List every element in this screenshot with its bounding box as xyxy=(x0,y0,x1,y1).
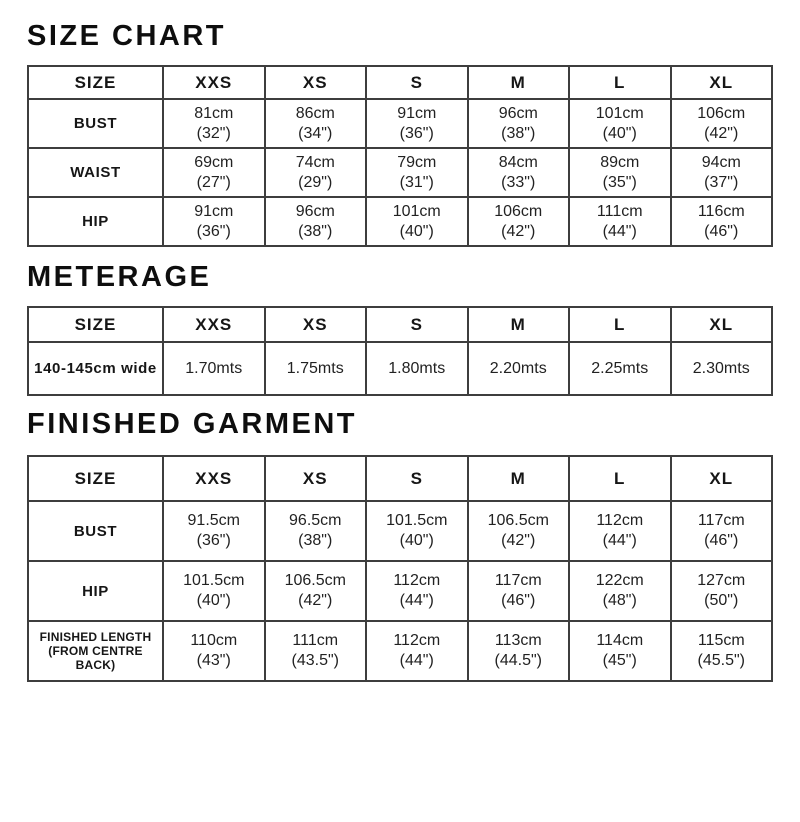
table-cell-line: (38") xyxy=(501,124,536,142)
table-cell-line: 94cm xyxy=(701,153,741,171)
table-cell-line: (44") xyxy=(399,652,434,669)
table-cell-line: (40") xyxy=(196,592,231,609)
table-cell-line: 1.70mts xyxy=(185,359,243,377)
header-row xyxy=(28,456,772,501)
table-cell-line: 111cm xyxy=(596,202,643,220)
table-cell-line: (44") xyxy=(602,532,637,549)
table-cell-line: 117cm xyxy=(494,572,542,589)
table-cell-line: 96.5cm xyxy=(289,512,342,529)
row-label xyxy=(28,197,163,246)
size-chart-title: SIZE CHART xyxy=(27,20,226,52)
finished-garment-title: FINISHED GARMENT xyxy=(27,408,357,440)
table-cell xyxy=(468,148,570,197)
table-cell-line: 2.30mts xyxy=(692,359,750,377)
column-header-m: M xyxy=(468,66,570,99)
table-row xyxy=(28,197,772,246)
table-cell-line: (46") xyxy=(704,532,739,549)
table-cell-line: (40") xyxy=(399,222,434,240)
table-cell-line: 86cm xyxy=(295,104,335,122)
column-header-xl: XL xyxy=(671,66,773,99)
table-row xyxy=(28,501,772,561)
table-cell-line: 114cm xyxy=(596,632,644,649)
table-cell xyxy=(366,148,468,197)
table-cell xyxy=(468,621,570,681)
table-cell xyxy=(569,99,671,148)
table-cell xyxy=(366,501,468,561)
table-cell xyxy=(163,561,265,621)
table-row xyxy=(28,148,772,197)
header-row xyxy=(28,66,772,99)
table-cell-line: (34") xyxy=(298,124,333,142)
row-label-line: WAIST xyxy=(70,164,121,181)
table-cell-line: 112cm xyxy=(596,512,644,529)
table-cell-line: 106.5cm xyxy=(284,572,346,589)
table-cell-line: (29") xyxy=(298,173,333,191)
table-cell-line: 84cm xyxy=(498,153,538,171)
table-cell-line: 1.75mts xyxy=(286,359,344,377)
column-header-xs: XS xyxy=(265,307,367,342)
table-cell-line: (44.5") xyxy=(494,652,542,669)
meterage-section xyxy=(27,263,773,396)
table-cell-line: 74cm xyxy=(295,153,335,171)
table-cell xyxy=(265,148,367,197)
table-cell xyxy=(671,342,773,395)
table-cell-line: (33") xyxy=(501,173,536,191)
table-cell xyxy=(569,197,671,246)
row-label-line: FINISHED LENGTH xyxy=(39,630,152,644)
table-cell xyxy=(265,621,367,681)
finished-garment-table xyxy=(27,455,773,682)
column-header-size: SIZE xyxy=(28,456,163,501)
table-cell xyxy=(468,99,570,148)
table-cell xyxy=(671,621,773,681)
table-cell-line: 122cm xyxy=(595,572,644,589)
table-cell-line: (38") xyxy=(298,532,333,549)
table-cell-line: 115cm xyxy=(697,632,745,649)
table-cell xyxy=(671,148,773,197)
table-cell xyxy=(163,197,265,246)
table-cell-line: 69cm xyxy=(194,153,234,171)
column-header-xs: XS xyxy=(265,66,367,99)
column-header-s: S xyxy=(366,66,468,99)
table-cell-line: 112cm xyxy=(393,572,441,589)
table-cell xyxy=(468,197,570,246)
table-cell-line: (46") xyxy=(704,222,739,240)
table-cell xyxy=(671,197,773,246)
table-cell xyxy=(569,621,671,681)
table-cell-line: (38") xyxy=(298,222,333,240)
table-cell-line: (40") xyxy=(602,124,637,142)
row-label-line: BUST xyxy=(73,115,118,132)
table-cell-line: 79cm xyxy=(397,153,437,171)
row-label xyxy=(28,501,163,561)
column-header-xxs: XXS xyxy=(163,307,265,342)
table-cell-line: (45") xyxy=(602,652,637,669)
column-header-l: L xyxy=(569,456,671,501)
column-header-size: SIZE xyxy=(28,307,163,342)
column-header-m: M xyxy=(468,307,570,342)
row-label xyxy=(28,342,163,395)
meterage-title: METERAGE xyxy=(27,261,212,293)
table-cell xyxy=(569,148,671,197)
table-cell-line: (32") xyxy=(196,124,231,142)
column-header-xl: XL xyxy=(671,307,773,342)
meterage-table xyxy=(27,306,773,396)
table-cell xyxy=(366,342,468,395)
table-cell-line: (46") xyxy=(501,592,536,609)
table-cell-line: 111cm xyxy=(292,632,339,649)
table-cell-line: 91cm xyxy=(194,202,234,220)
table-cell-line: (42") xyxy=(501,532,536,549)
table-cell xyxy=(163,342,265,395)
column-header-s: S xyxy=(366,307,468,342)
table-cell-line: (50") xyxy=(704,592,739,609)
row-label-line: (FROM CENTRE BACK) xyxy=(48,644,143,672)
table-cell-line: 106cm xyxy=(697,104,746,122)
table-cell-line: (44") xyxy=(399,592,434,609)
table-cell-line: 101cm xyxy=(392,202,441,220)
table-cell-line: (36") xyxy=(196,222,231,240)
table-cell xyxy=(265,197,367,246)
table-cell xyxy=(569,561,671,621)
table-cell xyxy=(671,501,773,561)
table-cell-line: 101cm xyxy=(595,104,644,122)
table-cell-line: 89cm xyxy=(600,153,640,171)
table-cell xyxy=(366,621,468,681)
table-cell xyxy=(366,99,468,148)
table-cell-line: (35") xyxy=(602,173,637,191)
table-cell xyxy=(569,501,671,561)
table-cell-line: 96cm xyxy=(295,202,335,220)
table-cell-line: 91.5cm xyxy=(187,512,240,529)
table-cell-line: (45.5") xyxy=(697,652,745,669)
table-row xyxy=(28,561,772,621)
table-row xyxy=(28,99,772,148)
row-label-line: HIP xyxy=(82,582,109,600)
table-cell xyxy=(468,561,570,621)
table-cell xyxy=(163,621,265,681)
table-cell xyxy=(163,99,265,148)
table-row xyxy=(28,342,772,395)
table-cell xyxy=(671,561,773,621)
table-cell xyxy=(468,501,570,561)
table-cell-line: (43.5") xyxy=(291,652,339,669)
table-cell-line: 116cm xyxy=(697,202,745,220)
column-header-xxs: XXS xyxy=(163,66,265,99)
table-cell xyxy=(265,99,367,148)
table-cell xyxy=(366,197,468,246)
size-chart-page xyxy=(0,22,800,682)
row-label xyxy=(28,621,163,681)
header-row xyxy=(28,307,772,342)
row-label-line: HIP xyxy=(82,213,109,230)
row-label xyxy=(28,561,163,621)
column-header-s: S xyxy=(366,456,468,501)
column-header-size: SIZE xyxy=(28,66,163,99)
table-cell-line: 81cm xyxy=(194,104,234,122)
row-label xyxy=(28,148,163,197)
table-cell-line: 113cm xyxy=(494,632,542,649)
table-cell-line: 117cm xyxy=(697,512,745,529)
size-chart-table xyxy=(27,65,773,247)
table-cell-line: (43") xyxy=(196,652,231,669)
column-header-xl: XL xyxy=(671,456,773,501)
column-header-xxs: XXS xyxy=(163,456,265,501)
table-cell xyxy=(468,342,570,395)
table-cell-line: (36") xyxy=(196,532,231,549)
table-cell-line: 106.5cm xyxy=(487,512,549,529)
table-cell-line: 127cm xyxy=(697,572,746,589)
table-cell-line: (48") xyxy=(602,592,637,609)
size-chart-section xyxy=(27,22,773,247)
table-cell-line: 91cm xyxy=(397,104,437,122)
table-cell-line: (31") xyxy=(399,173,434,191)
table-cell xyxy=(265,561,367,621)
table-cell xyxy=(569,342,671,395)
table-cell-line: 110cm xyxy=(190,632,238,649)
row-label-line: 140-145cm wide xyxy=(34,360,157,377)
table-cell xyxy=(163,148,265,197)
column-header-xs: XS xyxy=(265,456,367,501)
table-cell-line: (40") xyxy=(399,532,434,549)
table-cell-line: (44") xyxy=(602,222,637,240)
table-cell xyxy=(671,99,773,148)
table-row xyxy=(28,621,772,681)
table-cell-line: (42") xyxy=(704,124,739,142)
table-cell-line: 101.5cm xyxy=(183,572,245,589)
table-cell xyxy=(366,561,468,621)
column-header-m: M xyxy=(468,456,570,501)
row-label-line: BUST xyxy=(73,522,118,540)
table-cell-line: (42") xyxy=(501,222,536,240)
table-cell-line: 101.5cm xyxy=(386,512,448,529)
table-cell-line: (42") xyxy=(298,592,333,609)
row-label xyxy=(28,99,163,148)
table-cell-line: (27") xyxy=(196,173,231,191)
table-cell-line: 2.20mts xyxy=(489,359,547,377)
column-header-l: L xyxy=(569,66,671,99)
table-cell xyxy=(265,342,367,395)
table-cell-line: 106cm xyxy=(494,202,543,220)
table-cell xyxy=(163,501,265,561)
column-header-l: L xyxy=(569,307,671,342)
table-cell-line: (36") xyxy=(399,124,434,142)
table-cell xyxy=(265,501,367,561)
table-cell-line: 96cm xyxy=(498,104,538,122)
table-cell-line: 1.80mts xyxy=(388,359,446,377)
table-cell-line: (37") xyxy=(704,173,739,191)
table-cell-line: 112cm xyxy=(393,632,441,649)
table-cell-line: 2.25mts xyxy=(591,359,649,377)
finished-garment-section xyxy=(27,410,773,682)
